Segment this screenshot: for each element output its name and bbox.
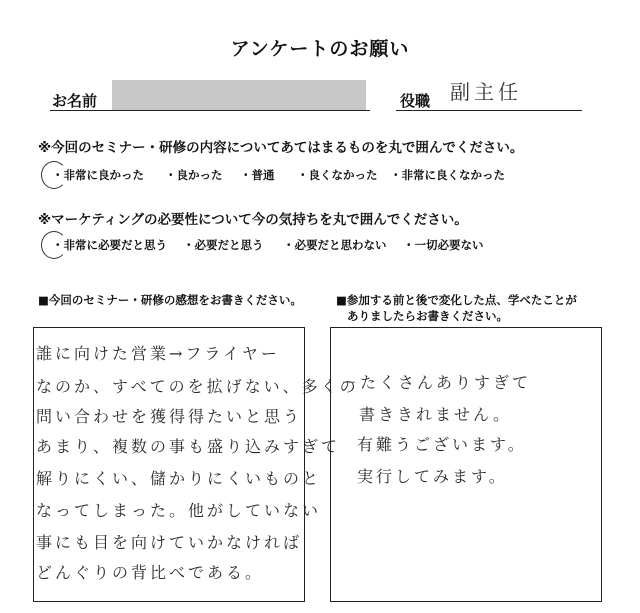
position-label: 役職 — [400, 92, 431, 110]
q2-selection-circle — [41, 231, 67, 259]
changes-box[interactable] — [330, 327, 602, 602]
impressions-line-5: 解りにくい、儲かりにくいものと — [36, 469, 322, 488]
q1-selection-circle — [41, 161, 67, 189]
q1-option-very-good[interactable]: ・非常に良かった — [52, 168, 144, 182]
q1-option-very-bad[interactable]: ・非常に良くなかった — [390, 168, 505, 182]
question-1: ※今回のセミナー・研修の内容についてあてはまるものを丸で囲んでください。 — [38, 140, 524, 156]
impressions-box[interactable] — [33, 327, 359, 602]
changes-line-3: 有難うございます。 — [357, 435, 527, 454]
q2-option-never-necessary[interactable]: ・一切必要ない — [403, 238, 484, 252]
changes-heading-line-2: ありましたらお書きください。 — [347, 309, 508, 323]
impressions-line-8: どんぐりの背比べである。 — [36, 563, 265, 582]
changes-heading-line-1: ■参加する前と後で変化した点、学べたことが — [336, 293, 577, 307]
q2-option-very-necessary[interactable]: ・非常に必要だと思う — [52, 238, 167, 252]
q2-option-necessary[interactable]: ・必要だと思う — [183, 238, 264, 252]
name-underline — [50, 110, 370, 111]
q1-option-normal[interactable]: ・普通 — [240, 168, 275, 182]
name-redaction — [112, 80, 366, 110]
position-underline — [396, 110, 582, 111]
impressions-line-3: 問い合わせを獲得得たいと思う — [36, 407, 303, 426]
name-label: お名前 — [52, 92, 98, 110]
changes-line-2: 書ききれません。 — [359, 405, 512, 424]
impressions-heading: ■今回のセミナー・研修の感想をお書きください。 — [38, 293, 302, 307]
q1-option-not-good[interactable]: ・良くなかった — [297, 168, 378, 182]
page-title: アンケートのお願い — [230, 38, 410, 60]
impressions-line-4: あまり、複数の事も盛り込みすぎて — [36, 437, 341, 456]
impressions-line-2: なのか、すべてのを拡げない、多くの — [36, 377, 359, 396]
changes-line-4: 実行してみます。 — [357, 467, 508, 486]
changes-line-1: －たくさんありすぎて — [341, 373, 532, 392]
impressions-line-6: なってしまった。他がしていない — [36, 501, 322, 520]
question-2: ※マーケティングの必要性について今の気持ちを丸で囲んでください。 — [38, 212, 468, 228]
q1-option-good[interactable]: ・良かった — [165, 168, 223, 182]
position-handwritten: 副主任 — [450, 80, 522, 104]
impressions-line-1: 誰に向けた営業→フライヤー — [36, 344, 280, 363]
q2-option-not-necessary[interactable]: ・必要だと思わない — [283, 238, 387, 252]
impressions-line-7: 事にも目を向けていかなければ — [36, 533, 303, 552]
